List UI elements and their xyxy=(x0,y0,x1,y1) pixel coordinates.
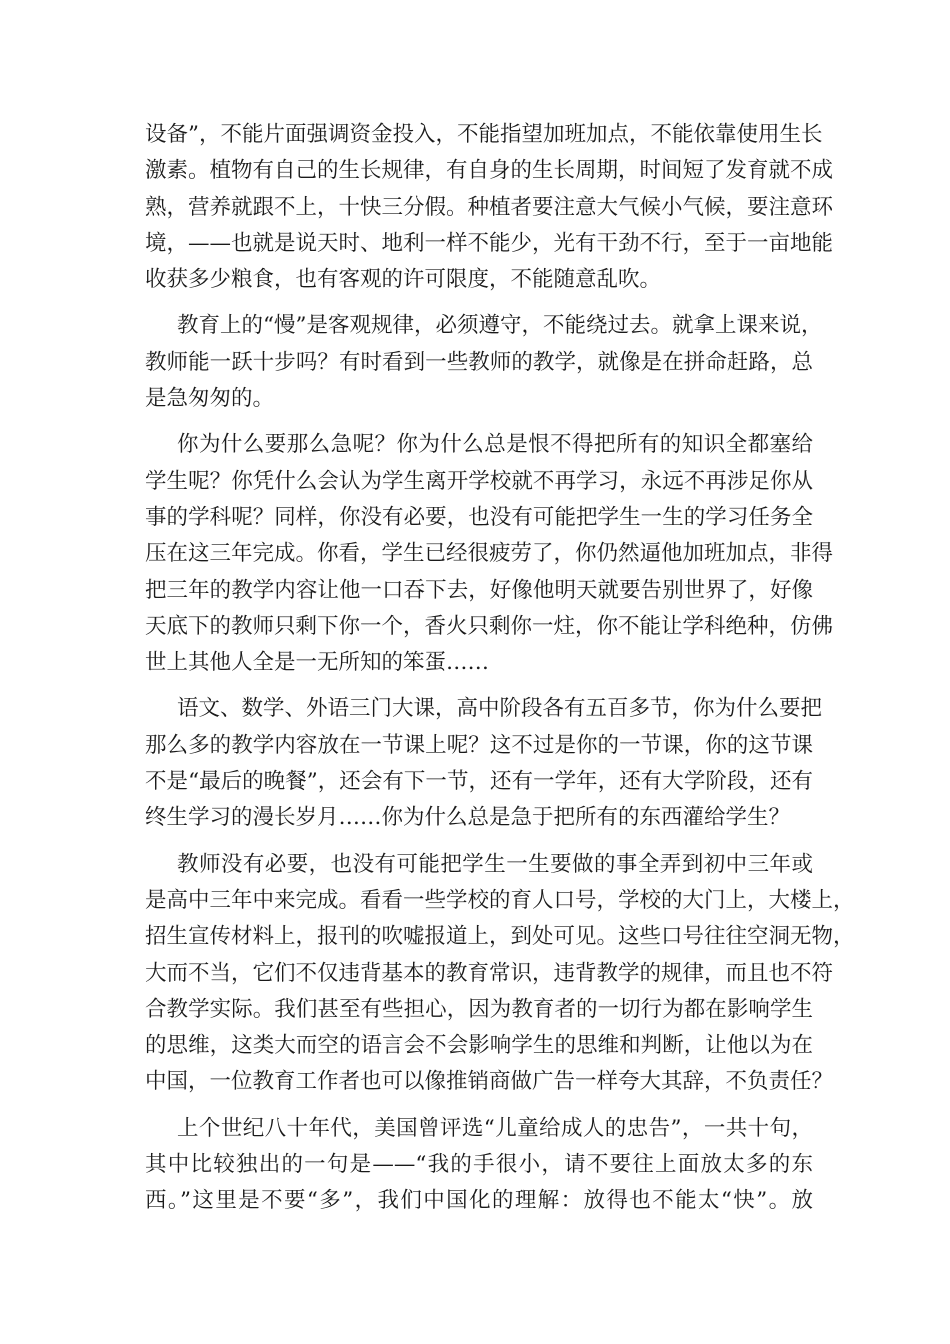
text-line: 招生宣传材料上，报刊的吹嘘报道上，到处可见。这些口号往往空洞无物， xyxy=(145,924,855,950)
text-line: 事的学科呢？同样，你没有必要，也没有可能把学生一生的学习任务全 xyxy=(145,504,813,530)
text-line: 激素。植物有自己的生长规律，有自身的生长周期，时间短了发育就不成 xyxy=(145,158,834,184)
text-line: 语文、数学、外语三门大课，高中阶段各有五百多节，你为什么要把 xyxy=(177,696,823,722)
paragraph-1 xyxy=(145,117,834,298)
text-line: 教育上的“慢”是客观规律，必须遵守，不能绕过去。就拿上课来说， xyxy=(177,313,823,339)
paragraph-6 xyxy=(145,1111,813,1220)
text-line: 中国，一位教育工作者也可以像推销商做广告一样夸大其辞，不负责任？ xyxy=(145,1069,834,1095)
paragraph-3 xyxy=(145,427,834,681)
text-line: 终生学习的漫长岁月……你为什么总是急于把所有的东西灌给学生？ xyxy=(145,805,791,831)
text-line: 设备”，不能片面强调资金投入，不能指望加班加点，不能依靠使用生长 xyxy=(145,122,823,147)
text-line: 其中比较独出的一句是——“我的手很小，请不要往上面放太多的东 xyxy=(145,1152,813,1178)
paragraph-2 xyxy=(145,308,823,417)
text-line: 境，——也就是说天时、地利一样不能少，光有干劲不行，至于一亩地能 xyxy=(145,230,834,256)
text-line: 上个世纪八十年代，美国曾评选“儿童给成人的忠告”，一共十句， xyxy=(177,1115,813,1141)
text-line: 收获多少粮食，也有客观的许可限度，不能随意乱吹。 xyxy=(145,267,662,293)
text-line: 是急匆匆的。 xyxy=(145,386,275,412)
text-line: 教师没有必要，也没有可能把学生一生要做的事全弄到初中三年或 xyxy=(177,851,813,877)
text-line: 世上其他人全是一无所知的笨蛋…… xyxy=(145,650,490,676)
text-line: 熟，营养就跟不上，十快三分假。种植者要注意大气候小气候，要注意环 xyxy=(145,194,834,220)
text-line: 西。”这里是不要“多”，我们中国化的理解：放得也不能太“快”。放 xyxy=(145,1188,813,1214)
text-line: 你为什么要那么急呢？你为什么总是恨不得把所有的知识全都塞给 xyxy=(177,432,813,458)
text-line: 合教学实际。我们甚至有些担心，因为教育者的一切行为都在影响学生 xyxy=(145,996,813,1022)
text-line: 把三年的教学内容让他一口吞下去，好像他明天就要告别世界了，好像 xyxy=(145,577,813,603)
body-text xyxy=(145,117,855,1230)
text-line: 压在这三年完成。你看，学生已经很疲劳了，你仍然逼他加班加点，非得 xyxy=(145,541,834,567)
text-line: 那么多的教学内容放在一节课上呢？这不过是你的一节课，你的这节课 xyxy=(145,732,813,758)
text-line: 大而不当，它们不仅违背基本的教育常识，违背教学的规律，而且也不符 xyxy=(145,960,834,986)
paragraph-5 xyxy=(145,847,855,1101)
text-line: 教师能一跃十步吗？有时看到一些教师的教学，就像是在拼命赶路，总 xyxy=(145,349,813,375)
text-line: 不是“最后的晚餐”，还会有下一节，还有一学年，还有大学阶段，还有 xyxy=(145,769,813,795)
text-line: 学生呢？你凭什么会认为学生离开学校就不再学习，永远不再涉足你从 xyxy=(145,468,813,494)
text-line: 的思维，这类大而空的语言会不会影响学生的思维和判断，让他以为在 xyxy=(145,1033,813,1059)
text-line: 天底下的教师只剩下你一个，香火只剩你一炷，你不能让学科绝种，仿佛 xyxy=(145,613,834,639)
text-line: 是高中三年中来完成。看看一些学校的育人口号，学校的大门上，大楼上， xyxy=(145,887,855,913)
paragraph-4 xyxy=(145,691,823,836)
